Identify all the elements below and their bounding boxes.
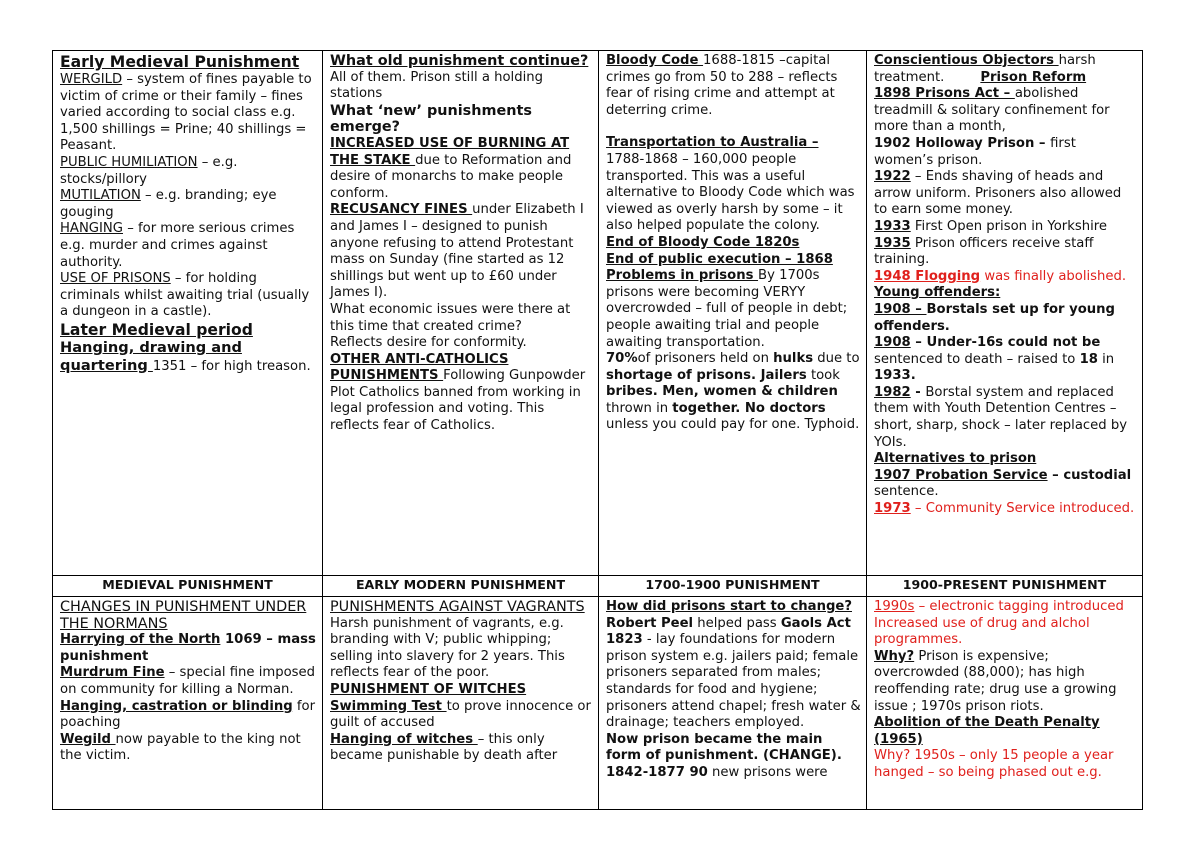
old-punishment-answer: All of them. Prison still a holding stations (330, 69, 543, 102)
vagrants-text: Harsh punishment of vagrants, e.g. branding with V; public whipping; selling into slavery for 2 years. This reflects fear of the poor. (330, 615, 565, 681)
vagrants-heading: PUNISHMENTS AGAINST VAGRANTS (330, 599, 585, 615)
prisons-entry: USE OF PRISONS – for holding criminals whilst awaiting trial (usually a dungeon in a castle). (60, 271, 310, 320)
why-entry: Why? Prison is expensive; overcrowded (88,000); has high reoffending rate; drug use a growing issue ; 1970s prison riots. (874, 648, 1117, 714)
conscientious-objectors-entry: Conscientious Objectors harsh treatment. Prison Reform (874, 53, 1096, 85)
burning-entry: INCREASED USE OF BURNING AT THE STAKE due to Reformation and desire of monarchs to make people conform. (330, 135, 572, 201)
hcb-entry: Hanging, castration or blinding for poaching (60, 698, 315, 731)
holloway-entry: 1902 Holloway Prison – first women’s prison. (874, 135, 1076, 168)
community-service-entry: 1973 – Community Service introduced. (874, 501, 1135, 517)
mutilation-entry: MUTILATION – e.g. branding; eye gouging (60, 188, 277, 220)
economic-question: What economic issues were there at this time that created crime? (330, 301, 571, 334)
period-header-row (53, 576, 1143, 597)
end-public-execution: End of public execution – 1868 (606, 251, 833, 267)
new-punishment-question: What ‘new’ punishments emerge? (330, 102, 532, 136)
abolition-heading: Abolition of the Death Penalty (1965) (874, 715, 1100, 747)
alternatives-heading: Alternatives to prison (874, 451, 1037, 467)
act-1898-entry: 1898 Prisons Act – abolished treadmill & solitary confinement for more than a month, (874, 86, 1110, 135)
murdrum-entry: Murdrum Fine – special fine imposed on community for killing a Norman. (60, 665, 316, 697)
header-1700-1900: 1700-1900 PUNISHMENT (599, 576, 867, 597)
top-row (53, 51, 1143, 576)
hanging-entry: HANGING – for more serious crimes e.g. murder and crimes against authority. (60, 221, 295, 270)
young-offenders-heading: Young offenders: (874, 285, 1001, 301)
spacer (606, 119, 861, 135)
early-modern-bottom-cell (323, 597, 599, 810)
early-modern-top-cell (323, 51, 599, 576)
recusancy-entry: RECUSANCY FINES under Elizabeth I and James I – designed to punish anyone refusing to attend Protestant mass on Sunday (fine started as 12 shillings but went up to £60 under James I). (330, 202, 584, 301)
drug-programmes-entry: Increased use of drug and alchol programmes. (874, 615, 1090, 648)
new-prisons-entry: 1842-1877 90 new prisons were (606, 764, 828, 780)
header-medieval: MEDIEVAL PUNISHMENT (53, 576, 323, 597)
witches-heading: PUNISHMENT OF WITCHES (330, 681, 527, 697)
c1700-bottom-cell (599, 597, 867, 810)
swimming-test-entry: Swimming Test to prove innocence or guilt of accused (330, 698, 591, 731)
entry-1982: 1982 - Borstal system and replaced them with Youth Detention Centres – short, sharp, shock – later replaced by YOIs. (874, 384, 1128, 450)
transportation-entry: Transportation to Australia – 1788-1868 – 160,000 people transported. This was a useful alternative to Bloody Code which was viewed as overly harsh by some – it also helped populate the colony. (606, 135, 855, 234)
death-penalty-why: Why? 1950s – only 15 people a year hanged – so being phased out e.g. (874, 748, 1114, 780)
borstal-entry: 1908 – Borstals set up for young offenders. (874, 301, 1115, 334)
later-medieval-title: Later Medieval period (60, 320, 253, 339)
medieval-top-cell (53, 51, 323, 576)
flogging-entry: 1948 Flogging was finally abolished. (874, 268, 1127, 284)
hanging-witches-entry: Hanging of witches – this only became punishable by death after (330, 731, 558, 764)
entry-1933: 1933 First Open prison in Yorkshire (874, 218, 1107, 234)
c1700-top-cell (599, 51, 867, 576)
header-1900-present: 1900-PRESENT PUNISHMENT (867, 576, 1143, 597)
harrying-entry: Harrying of the North 1069 – mass punishment (60, 632, 316, 664)
conformity-note: Reflects desire for conformity. (330, 335, 527, 351)
c1900-top-cell (867, 51, 1143, 576)
medieval-bottom-cell (53, 597, 323, 810)
old-punishment-question: What old punishment continue? (330, 53, 589, 69)
bottom-row (53, 597, 1143, 810)
end-bloody-code: End of Bloody Code 1820s (606, 234, 800, 250)
hulks-entry: 70%of prisoners held on hulks due to shortage of prisons. Jailers took bribes. Men, women & children thrown in together. No doctors unless you could pay for one. Typhoid. (606, 351, 860, 433)
probation-entry: 1907 Probation Service – custodial sentence. (874, 467, 1132, 500)
main-punishment-note: Now prison became the main form of punishment. (CHANGE). (606, 731, 842, 764)
hdq-entry: Hanging, drawing and quartering 1351 – for high treason. (60, 338, 311, 374)
revision-table (52, 50, 1143, 810)
bloody-code-entry: Bloody Code 1688-1815 –capital crimes go from 50 to 288 – reflects fear of rising crime and attempt at deterring crime. (606, 53, 838, 118)
entry-1922: 1922 – Ends shaving of heads and arrow uniform. Prisoners also allowed to earn some money. (874, 169, 1122, 218)
prison-problems-entry: Problems in prisons By 1700s prisons were becoming VERYY overcrowded – full of people in debt; people awaiting trial and people awaiting transportation. (606, 268, 848, 350)
prison-change-entry: How did prisons start to change? Robert Peel helped pass Gaols Act 1823 - lay foundations for modern prison system e.g. jailers paid; female prisoners separated from males; standards for food and hygiene; prisoners attend chapel; fresh water & drainage; teachers employed. (606, 599, 861, 731)
humiliation-entry: PUBLIC HUMILIATION – e.g. stocks/pillory (60, 154, 238, 187)
early-medieval-title: Early Medieval Punishment (60, 53, 300, 71)
wergild-entry: WERGILD – system of fines payable to victim of crime or their family – fines varied according to social class e.g. 1,500 shillings = Prine; 40 shillings = Peasant. (60, 72, 312, 154)
anti-catholic-entry: OTHER ANTI-CATHOLICS PUNISHMENTS Following Gunpowder Plot Catholics banned from working in legal profession and voting. This reflects fear of Catholics. (330, 351, 586, 434)
under-16-entry: 1908 – Under-16s could not be sentenced to death – raised to 18 in 1933. (874, 335, 1115, 384)
c1900-bottom-cell (867, 597, 1143, 810)
normans-heading: CHANGES IN PUNISHMENT UNDER THE NORMANS (60, 599, 307, 632)
header-early-modern: EARLY MODERN PUNISHMENT (323, 576, 599, 597)
tagging-entry: 1990s – electronic tagging introduced (874, 599, 1124, 614)
entry-1935: 1935 Prison officers receive staff training. (874, 235, 1094, 268)
wegild-entry: Wegild now payable to the king not the victim. (60, 731, 301, 764)
